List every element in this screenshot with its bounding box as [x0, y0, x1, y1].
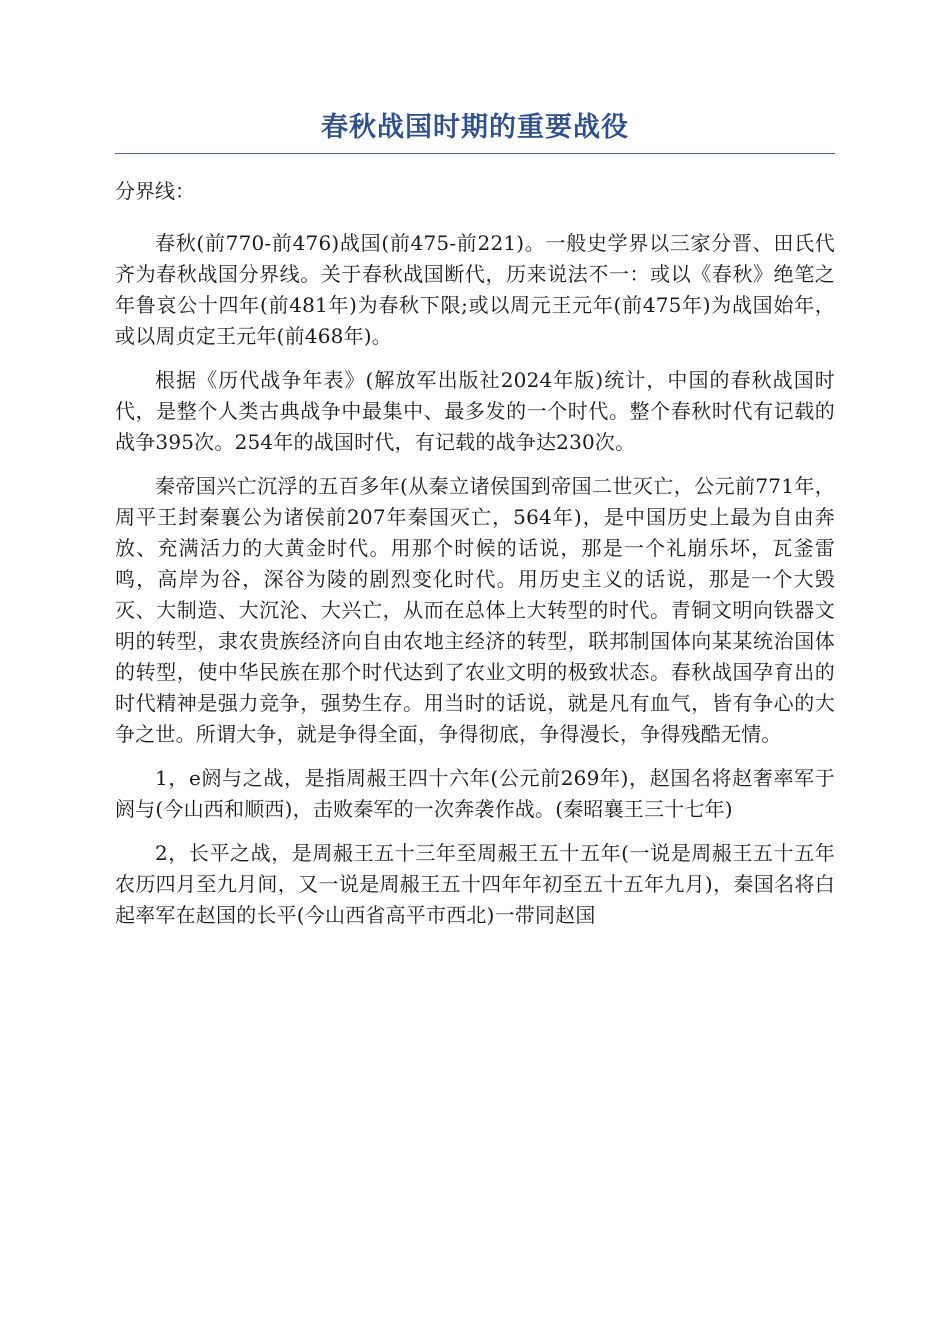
paragraph-periodization: 春秋(前770-前476)战国(前475-前221)。一般史学界以三家分晋、田氏代齐为春秋战国分界线。关于春秋战国断代，历来说法不一：或以《春秋》绝笔之年鲁哀公十四年(前481年)为春秋下限;或以周元王元年(前475年)为战国始年，或以周贞定王元年(前468年)。	[115, 231, 835, 348]
paragraph-qin-era: 秦帝国兴亡沉浮的五百多年(从秦立诸侯国到帝国二世灭亡，公元前771年，周平王封秦襄公为诸侯前207年秦国灭亡，564年)，是中国历史上最为自由奔放、充满活力的大黄金时代。用那个时候的话说，那是一个礼崩乐坏，瓦釜雷鸣，高岸为谷，深谷为陵的剧烈变化时代。用历史主义的话说，那是一个大毁灭、大制造、大沉沦、大兴亡，从而在总体上大转型的时代。青铜文明向铁器文明的转型，隶农贵族经济向自由农地主经济的转型，联邦制国体向某某统治国体的转型，使中华民族在那个时代达到了农业文明的极致状态。春秋战国孕育出的时代精神是强力竞争，强势生存。用当时的话说，就是凡有血气，皆有争心的大争之世。所谓大争，就是争得全面，争得彻底，争得漫长，争得残酷无情。	[115, 474, 835, 746]
document-page	[115, 108, 835, 931]
document-title: 春秋战国时期的重要战役	[321, 112, 629, 143]
title-underline	[115, 153, 835, 154]
section-label: 分界线：	[115, 179, 195, 203]
paragraph-war-statistics: 根据《历代战争年表》(解放军出版社2024年版)统计，中国的春秋战国时代，是整个人类古典战争中最集中、最多发的一个时代。整个春秋时代有记载的战争395次。254年的战国时代，有记载的战争达230次。	[115, 368, 835, 454]
paragraph-battle-yuyu: 1，e阏与之战，是指周赧王四十六年(公元前269年)，赵国名将赵奢率军于阏与(今山西和顺西)，击败秦军的一次奔袭作战。(秦昭襄王三十七年)	[115, 766, 835, 821]
paragraph-battle-changping: 2，长平之战，是周赧王五十三年至周赧王五十五年(一说是周赧王五十五年农历四月至九月间，又一说是周赧王五十四年年初至五十五年九月)，秦国名将白起率军在赵国的长平(今山西省高平市西北)一带同赵国	[115, 841, 835, 927]
